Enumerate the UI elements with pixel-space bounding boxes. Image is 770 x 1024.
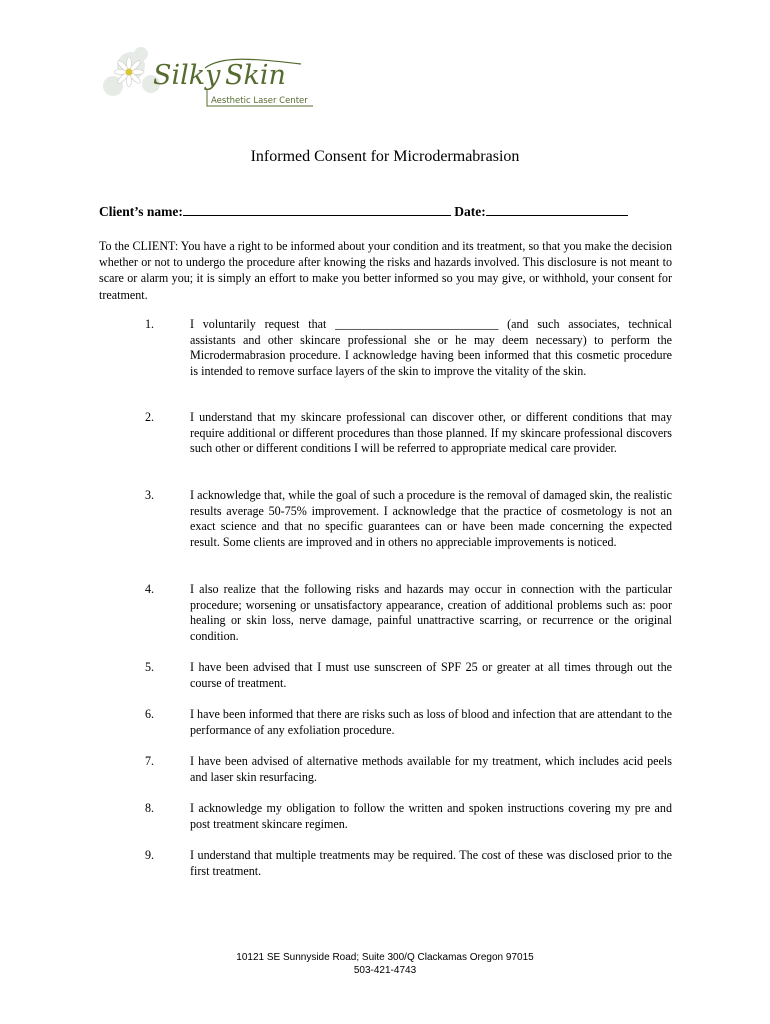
svg-text:Skin: Skin: [225, 60, 286, 91]
date-field[interactable]: [486, 203, 628, 216]
item-text: I acknowledge my obligation to follow the written and spoken instructions covering my pre and post treatment skincare regimen.: [190, 801, 672, 831]
list-item: [99, 848, 672, 879]
item-number: 4.: [145, 582, 155, 596]
item-text: I have been advised that I must use sunscreen of SPF 25 or greater at all times through out the course of treatment.: [190, 660, 672, 690]
item-number: 7.: [145, 754, 155, 768]
svg-text:Silky: Silky: [153, 60, 221, 91]
client-name-field[interactable]: [183, 203, 451, 216]
list-item: [99, 582, 672, 645]
date-label: Date:: [454, 204, 486, 219]
silky-skin-logo: [101, 46, 317, 112]
list-item: [99, 317, 672, 380]
intro-paragraph: To the CLIENT: You have a right to be informed about your condition and its treatment, so that you make the decision whether or not to undergo the procedure after knowing the risks and hazards involved. This disclosure is not meant to scare or alarm you; it is simply an effort to make you better informed so you may give, or withhold, your consent for treatment.: [99, 239, 672, 302]
item-number: 5.: [145, 660, 155, 674]
item-text: I also realize that the following risks and hazards may occur in connection with the particular procedure; worsening or unsatisfactory appearance, creation of additional problems such as: poor healing or skin loss, nerve damage, painful unattractive scarring, or recurrence or the original condition.: [190, 582, 672, 644]
list-item: [99, 410, 672, 457]
item-text: I have been informed that there are risks such as loss of blood and infection that are attendant to the performance of any exfoliation procedure.: [190, 707, 672, 737]
item-number: 3.: [145, 488, 155, 502]
item-text: I understand that my skincare professional can discover other, or different conditions that may require additional or different procedures than those planned. If my skincare professional discovers such other or different conditions I will be referred to appropriate medical care provider.: [190, 410, 672, 456]
item-number: 8.: [145, 801, 155, 815]
item-text: I acknowledge that, while the goal of such a procedure is the removal of damaged skin, the realistic results average 50-75% improvement. I acknowledge that the practice of cosmetology is not an exact science and that no specific guarantees can or have been made concerning the expected result. Some clients are improved and in others no appreciable improvements is noticed.: [190, 488, 672, 550]
document-title: Informed Consent for Microdermabrasion: [250, 148, 520, 165]
list-item: [99, 707, 672, 738]
client-fields: [99, 203, 628, 220]
page-footer: [0, 951, 770, 977]
footer-phone: 503-421-4743: [353, 965, 417, 976]
footer-address: 10121 SE Sunnyside Road; Suite 300/Q Clackamas Oregon 97015: [236, 952, 534, 963]
item-number: 2.: [145, 410, 155, 424]
list-item: [99, 660, 672, 691]
client-name-label: Client’s name:: [99, 204, 183, 219]
list-item: [99, 488, 672, 551]
list-item: [99, 801, 672, 832]
svg-text:Aesthetic Laser Center: Aesthetic Laser Center: [211, 96, 308, 106]
item-number: 1.: [145, 317, 155, 331]
list-item: [99, 754, 672, 785]
item-text: I have been advised of alternative methods available for my treatment, which includes acid peels and laser skin resurfacing.: [190, 754, 672, 784]
item-text: I understand that multiple treatments may be required. The cost of these was disclosed prior to the first treatment.: [190, 848, 672, 878]
item-number: 9.: [145, 848, 155, 862]
item-text: I voluntarily request that ___________________________ (and such associates, technical assistants and other skincare professional she or he may deem necessary) to perform the Microdermabrasion procedure. I acknowledge having been informed that this cosmetic procedure is intended to remove surface layers of the skin to improve the vitality of the skin.: [190, 317, 672, 379]
item-number: 6.: [145, 707, 155, 721]
